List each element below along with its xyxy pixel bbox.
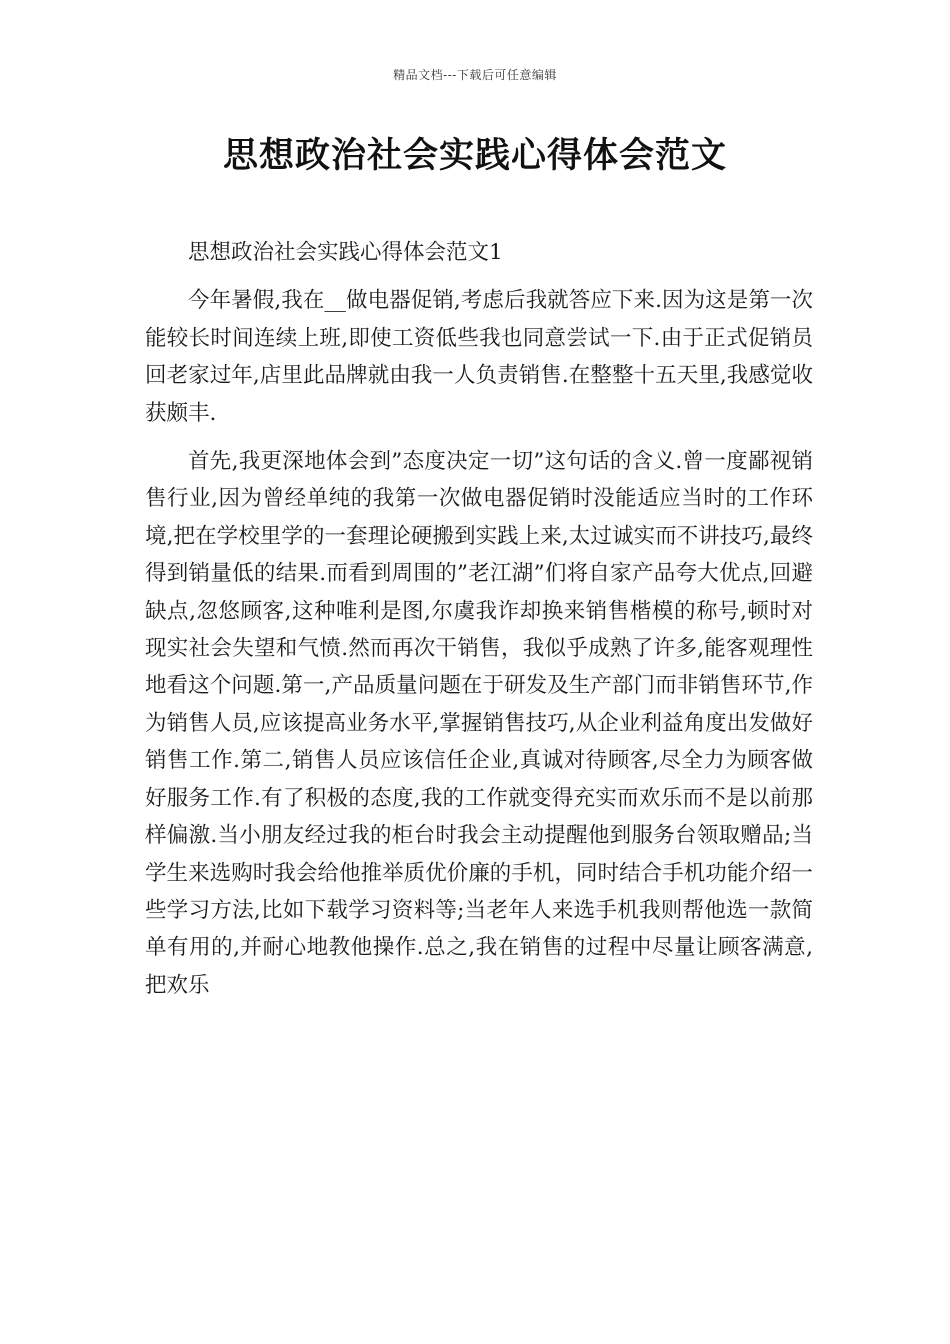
body-paragraph-1: 今年暑假,我在__做电器促销,考虑后我就答应下来.因为这是第一次能较长时间连续上班,即使工资低些我也同意尝试一下.由于正式促销员回老家过年,店里此品牌就由我一人负责销售.在整整十五天里,我感觉收获颇丰. — [145, 288, 813, 426]
document-title: 思想政治社会实践心得体会范文 — [222, 135, 727, 176]
document-body — [145, 234, 813, 1015]
document-subtitle: 思想政治社会实践心得体会范文1 — [188, 240, 503, 265]
body-paragraph-2: 首先,我更深地体会到”态度决定一切”这句话的含义.曾一度鄙视销售行业,因为曾经单纯的我第一次做电器促销时没能适应当时的工作环境,把在学校里学的一套理论硬搬到实践上来,太过诚实而不讲技巧,最终得到销量低的结果.而看到周围的”老江湖”们将自家产品夸大优点,回避缺点,忽悠顾客,这种唯利是图,尔虞我诈却换来销售楷模的称号,顿时对现实社会失望和气愤.然而再次干销售，我似乎成熟了许多,能客观理性地看这个问题.第一,产品质量问题在于研发及生产部门而非销售环节,作为销售人员,应该提高业务水平,掌握销售技巧,从企业利益角度出发做好销售工作.第二,销售人员应该信任企业,真诚对待顾客,尽全力为顾客做好服务工作.有了积极的态度,我的工作就变得充实而欢乐而不是以前那样偏激.当小朋友经过我的柜台时我会主动提醒他到服务台领取赠品;当学生来选购时我会给他推举质优价廉的手机，同时结合手机功能介绍一些学习方法,比如下载学习资料等;当老年人来选手机我则帮他选一款简单有用的,并耐心地教他操作.总之,我在销售的过程中尽量让顾客满意,把欢乐 — [145, 449, 813, 998]
page-header-note: 精品文档---下载后可任意编辑 — [393, 68, 557, 82]
